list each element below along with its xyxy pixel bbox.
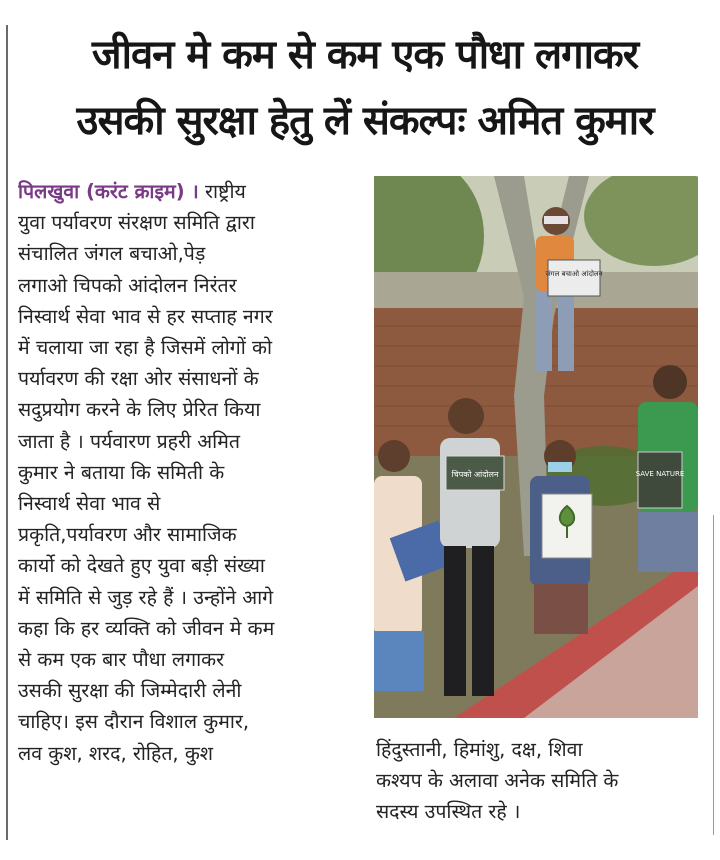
article-line: पर्यावरण की रक्षा ओर संसाधनों के <box>18 367 259 391</box>
photo-man-shirt <box>440 438 500 548</box>
headline-line-2: उसकी सुरक्षा हेतु लें संकल्पः अमित कुमार <box>76 98 654 144</box>
article-line: से कम एक बार पौधा लगाकर <box>18 648 225 672</box>
article-line: उसकी सुरक्षा की जिम्मेदारी लेनी <box>18 679 242 703</box>
article-line: में चलाया जा रहा है जिसमें लोगों को <box>18 336 273 360</box>
photo-man-head <box>448 398 484 434</box>
column-rule-right <box>713 515 714 835</box>
photo-boy-center-mask <box>548 462 572 472</box>
photo-boy-right-head <box>653 365 687 399</box>
photo-placard-center-text: चिपको आंदोलन <box>451 470 499 479</box>
article-line: निस्वार्थ सेवा भाव से <box>18 492 161 516</box>
headline <box>20 22 710 154</box>
photo-man-leg-right <box>472 546 494 696</box>
article-continuation <box>376 734 706 828</box>
article-line: सदुप्रयोग करने के लिए प्रेरित किया <box>18 398 261 422</box>
column-rule-left <box>6 25 8 840</box>
article-line: निस्वार्थ सेवा भाव से हर सप्ताह नगर <box>18 304 273 328</box>
article-line: लगाओ चिपको आंदोलन निरंतर <box>18 273 237 297</box>
article-line: में समिति से जुड़ रहे हैं । उन्होंने आगे <box>18 585 274 609</box>
article-line: कहा कि हर व्यक्ति को जीवन मे कम <box>18 616 275 640</box>
article-line: संचालित जंगल बचाओ,पेड़ <box>18 242 206 266</box>
photo-boy-left-shorts <box>374 631 424 691</box>
photo-boy-center-shorts <box>534 584 588 634</box>
article-body <box>18 176 366 769</box>
photo-boy-left-head <box>378 440 410 472</box>
article-line: जाता है । पर्यवारण प्रहरी अमित <box>18 429 240 453</box>
article-line: कार्यो को देखते हुए युवा बड़ी संख्या <box>18 554 265 578</box>
photo-placard-tree <box>548 260 600 296</box>
photo-placard-right-text: SAVE NATURE <box>635 470 685 478</box>
photo-man-leg-left <box>444 546 466 696</box>
photo-placard-tree-text: जंगल बचाओ आंदोलन <box>545 270 603 278</box>
continuation-line: हिंदुस्तानी, हिमांशु, दक्ष, शिवा <box>376 738 583 761</box>
article-line: लव कुश, शरद, रोहित, कुश <box>18 741 214 765</box>
photo-boy-tree-leg-left <box>536 291 552 371</box>
article-line: प्रकृति,पर्यावरण और सामाजिक <box>18 523 237 547</box>
headline-line-1: जीवन मे कम से कम एक पौधा लगाकर <box>91 32 639 78</box>
article-line: युवा पर्यावरण संरक्षण समिति द्वारा <box>18 211 255 235</box>
article-line <box>18 176 366 207</box>
article-line-text: राष्ट्रीय <box>205 180 246 203</box>
photo-placard-right <box>638 452 682 508</box>
photo-boy-tree-mask <box>544 216 568 224</box>
continuation-line: कश्यप के अलावा अनेक समिति के <box>376 769 619 793</box>
photo-boy-tree-leg-right <box>558 291 574 371</box>
dateline: पिलखुवा (करंट क्राइम) । <box>18 180 199 203</box>
article-line: कुमार ने बताया कि समिती के <box>18 460 225 484</box>
article-line: चाहिए। इस दौरान विशाल कुमार, <box>18 710 250 734</box>
photo-illustration <box>374 176 698 718</box>
continuation-line: सदस्य उपस्थित रहे । <box>376 800 521 824</box>
news-photo <box>374 176 698 718</box>
photo-boy-right-shorts <box>638 512 698 572</box>
